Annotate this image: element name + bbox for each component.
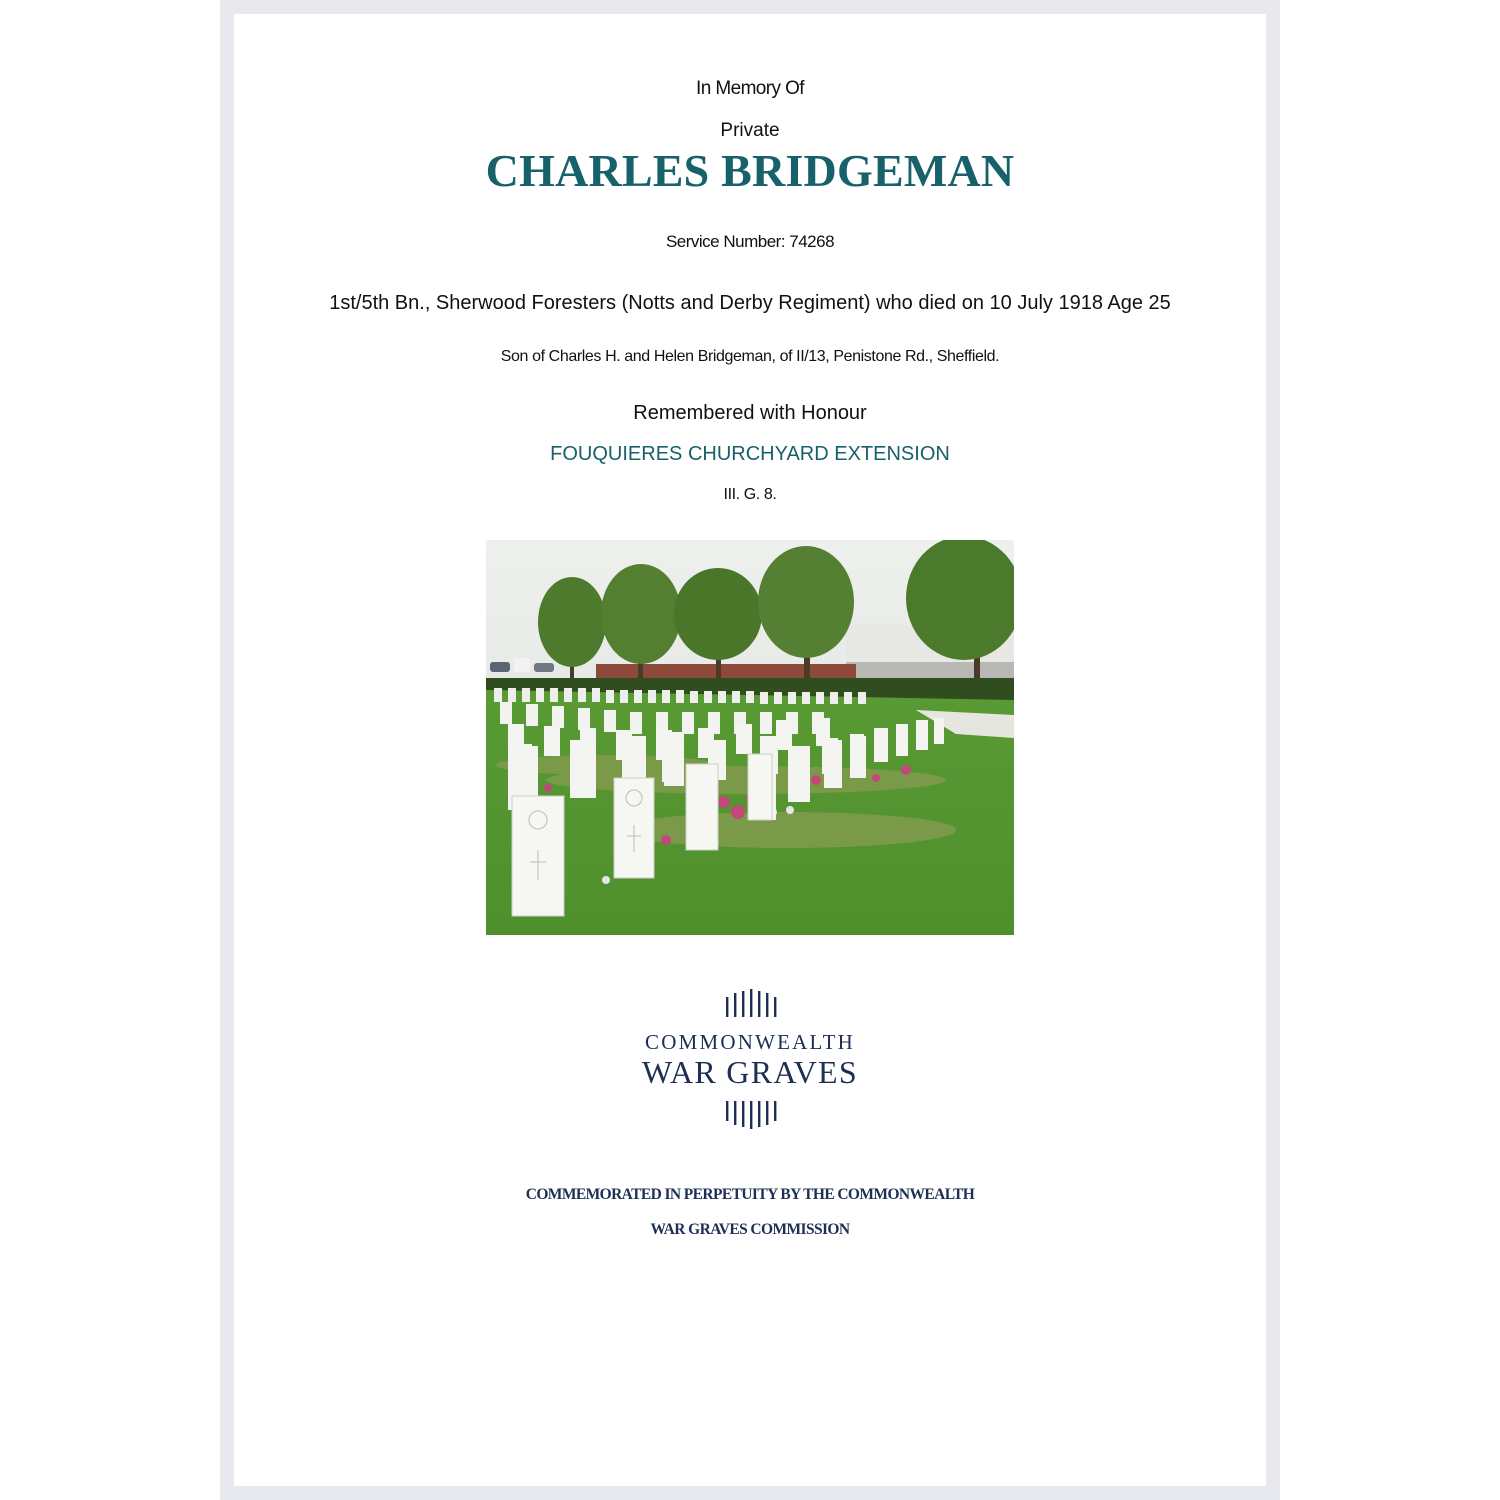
honour-text: Remembered with Honour bbox=[633, 402, 867, 424]
unit-and-death-line: 1st/5th Bn., Sherwood Foresters (Notts and Derby Regiment) who died on 10 July 1918 Age 25 bbox=[329, 292, 1171, 314]
rank-text: Private bbox=[720, 120, 780, 141]
cemetery-name: FOUQUIERES CHURCHYARD EXTENSION bbox=[550, 443, 950, 465]
footer-line-2: WAR GRAVES COMMISSION bbox=[650, 1221, 850, 1238]
cemetery-photo bbox=[486, 540, 1014, 935]
certificate-page bbox=[234, 14, 1266, 1486]
soldier-name: CHARLES BRIDGEMAN bbox=[485, 145, 1015, 196]
grave-reference: III. G. 8. bbox=[723, 486, 777, 503]
service-number: Service Number: 74268 bbox=[665, 232, 835, 251]
parents-text: Son of Charles H. and Helen Bridgeman, of II/13, Penistone Rd., Sheffield. bbox=[500, 348, 1000, 365]
footer-line-1: COMMEMORATED IN PERPETUITY BY THE COMMONWEALTH bbox=[525, 1186, 975, 1203]
logo-line-1: COMMONWEALTH bbox=[645, 1030, 855, 1054]
intro-text: In Memory Of bbox=[696, 78, 804, 99]
logo-line-2: WAR GRAVES bbox=[642, 1054, 858, 1090]
